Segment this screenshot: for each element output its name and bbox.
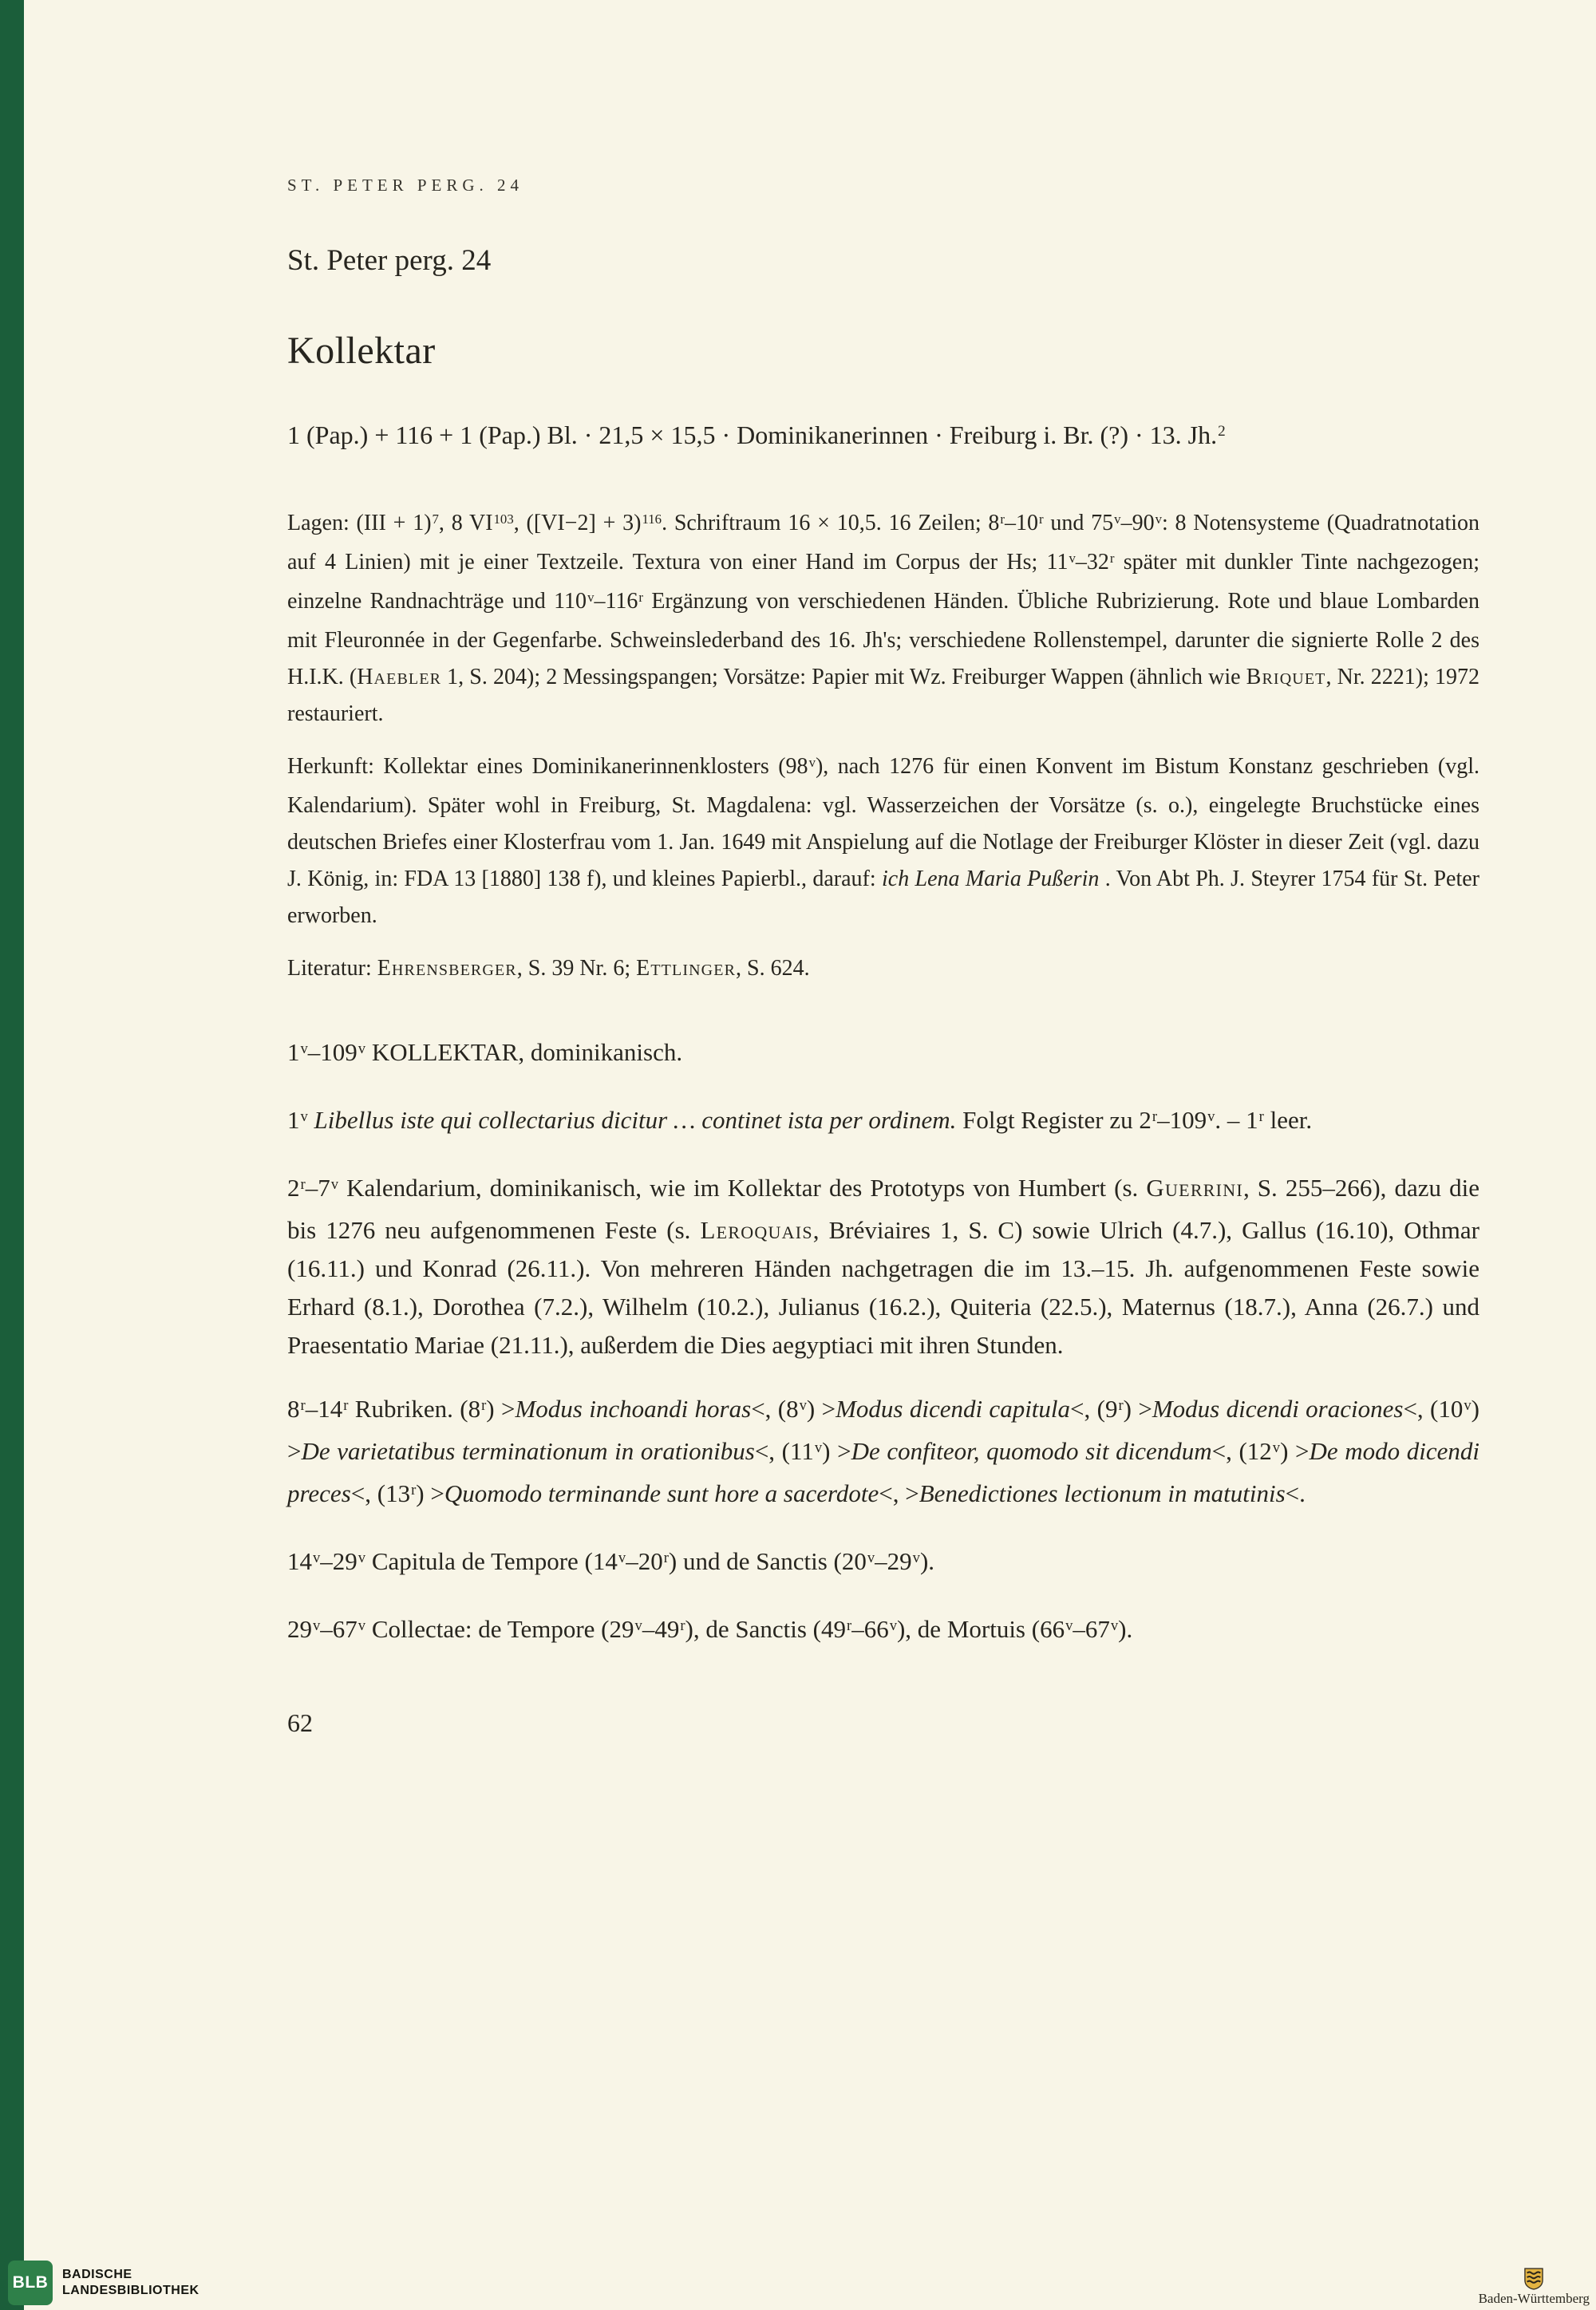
text-segment: Haebler xyxy=(357,665,442,689)
text-segment: De varietatibus terminationum in orationibus xyxy=(301,1437,755,1465)
text-segment: –67 xyxy=(1073,1615,1110,1643)
text-segment: Modus dicendi capitula xyxy=(836,1395,1071,1423)
text-segment: <, (9 xyxy=(1070,1395,1118,1423)
text-segment: ), de Mortuis (66 xyxy=(896,1615,1065,1643)
text-segment: v xyxy=(912,1549,920,1566)
paragraph-literatur xyxy=(287,950,1479,987)
blb-library-name xyxy=(62,2267,200,2299)
text-segment: <, (13 xyxy=(350,1479,411,1507)
text-segment: <, (10 xyxy=(1403,1395,1464,1423)
text-segment: Briquet xyxy=(1246,665,1326,689)
paragraph-kollektar-section xyxy=(287,1033,1479,1076)
text-segment: Ergänzung von verschiedenen Händen. Übliche Rubrizierung. Rote und blaue Lombarden mit Fleuronnée in der Gegenfarbe. Schweinslederband des 16. Jh's; verschiedene Rollenstempel, darunter die signierte Rolle 2 des H.I.K. ( xyxy=(287,589,1479,689)
text-segment: Collectae: de Tempore (29 xyxy=(365,1615,634,1643)
text-segment: 1 xyxy=(287,1038,300,1066)
text-segment: De confiteor, quomodo sit dicendum xyxy=(851,1437,1212,1465)
text-segment: ), nach 1276 für einen Konvent im Bistum Konstanz geschrieben (vgl. Kalendarium). Später wohl in Freiburg, St. Magdalena: vgl. Wasserzeichen der Vorsätze (s. o.), eingelegte Bruchstücke eines deutschen Briefes einer Klosterfrau vom 1. Jan. 1649 mit Anspielung auf die Notlage der Freiburger Klöster in dieser Zeit (vgl. dazu J. König, in: FDA 13 [1880] 138 f), und kleines Papierbl., darauf: xyxy=(287,754,1480,891)
text-segment: ) und de Sanctis (20 xyxy=(668,1547,867,1575)
text-segment: v xyxy=(1114,511,1121,527)
text-segment: Guerrini xyxy=(1146,1174,1243,1202)
text-segment: Herkunft: Kollektar eines Dominikanerinnenklosters (98 xyxy=(287,754,808,779)
text-segment: 103 xyxy=(493,511,514,527)
text-segment: <, (11 xyxy=(754,1437,814,1465)
text-segment: KOLLEKTAR, dominikanisch. xyxy=(365,1038,683,1066)
text-segment: ). xyxy=(1118,1615,1133,1643)
text-segment: Modus dicendi oraciones xyxy=(1152,1395,1404,1423)
text-segment: <, (12 xyxy=(1211,1437,1272,1465)
text-segment: v xyxy=(867,1549,875,1566)
text-segment: 8 xyxy=(287,1395,300,1423)
text-segment: leer. xyxy=(1263,1106,1313,1134)
text-segment: Libellus iste qui collectarius dicitur … continet ista per ordinem. xyxy=(314,1106,957,1134)
text-segment: De modo dicendi preces xyxy=(287,1437,1480,1507)
paragraph-herkunft xyxy=(287,748,1479,934)
text-segment: ) > xyxy=(1123,1395,1152,1423)
text-segment: –32 xyxy=(1075,550,1109,575)
text-segment: r xyxy=(300,1396,306,1414)
text-segment: <, > xyxy=(879,1479,919,1507)
text-segment: v xyxy=(634,1617,642,1634)
text-segment: r xyxy=(1000,511,1005,527)
text-segment: ). xyxy=(919,1547,935,1575)
text-segment: –109 xyxy=(1157,1106,1207,1134)
text-segment: –90 xyxy=(1120,511,1155,535)
running-head: ST. PETER PERG. 24 xyxy=(287,176,524,195)
text-segment: r xyxy=(638,589,644,605)
paragraph-collectae xyxy=(287,1610,1479,1653)
text-segment: r xyxy=(481,1396,487,1414)
text-segment: r xyxy=(680,1617,685,1634)
text-segment: –7 xyxy=(305,1174,330,1202)
text-segment: –10 xyxy=(1005,511,1038,535)
text-segment: r xyxy=(1118,1396,1124,1414)
text-segment: –20 xyxy=(626,1547,663,1575)
baden-wuerttemberg-mark xyxy=(1479,2268,1590,2307)
blb-logo-abbr: BLB xyxy=(12,2273,49,2292)
text-segment: –66 xyxy=(851,1615,889,1643)
text-segment: r xyxy=(846,1617,852,1634)
text-segment xyxy=(308,1106,314,1134)
text-segment: , Nr. 2221); 1972 restauriert. xyxy=(287,665,1479,726)
paragraph-rubriken xyxy=(287,1390,1479,1517)
text-segment: , ([VI−2] + 3) xyxy=(513,511,642,535)
text-segment: Ehrensberger xyxy=(377,956,517,981)
text-segment: Modus inchoandi horas xyxy=(515,1395,752,1423)
text-segment: v xyxy=(330,1175,338,1193)
text-segment: , 8 VI xyxy=(438,511,493,535)
text-segment: r xyxy=(343,1396,349,1414)
text-segment: v xyxy=(1207,1108,1215,1125)
text-segment: . Von Abt Ph. J. Steyrer 1754 für St. Peter erworben. xyxy=(287,867,1480,928)
catalog-page-content xyxy=(287,0,1479,1738)
text-segment: v xyxy=(1272,1439,1281,1456)
blb-library-logo xyxy=(8,2261,200,2305)
text-segment: v xyxy=(1110,1617,1119,1634)
text-segment: –109 xyxy=(307,1038,358,1066)
text-segment: , S. 624. xyxy=(736,956,810,981)
text-segment: v xyxy=(300,1040,308,1057)
text-segment: 2 xyxy=(1218,423,1226,440)
text-segment: Ettlinger xyxy=(636,956,737,981)
text-segment: 116 xyxy=(642,511,662,527)
text-segment: –14 xyxy=(305,1395,343,1423)
text-segment: Leroquais xyxy=(700,1216,813,1244)
text-segment: Quomodo terminande sunt hore a sacerdote xyxy=(444,1479,879,1507)
text-segment: v xyxy=(358,1040,366,1057)
text-segment: 29 xyxy=(287,1615,312,1643)
text-segment: v xyxy=(313,1549,321,1566)
text-segment: v xyxy=(1155,511,1162,527)
text-segment: Lagen: (III + 1) xyxy=(287,511,432,535)
text-segment: –29 xyxy=(875,1547,912,1575)
text-segment: 1 xyxy=(287,1106,300,1134)
manuscript-title: Kollektar xyxy=(287,330,436,372)
text-segment: Folgt Register zu 2 xyxy=(956,1106,1152,1134)
text-segment: v xyxy=(808,754,816,770)
text-segment: ich Lena Maria Pußerin xyxy=(881,867,1100,891)
left-edge-stripe xyxy=(0,0,24,2310)
text-segment: Rubriken. (8 xyxy=(348,1395,481,1423)
text-segment: 1, S. 204); 2 Messingspangen; Vorsätze: Papier mit Wz. Freiburger Wappen (ähnlich wie xyxy=(441,665,1246,689)
paragraph-physical-description xyxy=(287,416,1479,459)
text-segment: v xyxy=(313,1617,321,1634)
text-segment: . Schriftraum 16 × 10,5. 16 Zeilen; 8 xyxy=(662,511,1000,535)
text-segment: ) > xyxy=(806,1395,836,1423)
text-segment: Literatur: xyxy=(287,956,377,981)
text-segment: ) > xyxy=(486,1395,516,1423)
text-segment: 1 (Pap.) + 116 + 1 (Pap.) Bl. · 21,5 × 15,5 · Dominikanerinnen · Freiburg i. Br. (?) · 13. Jh. xyxy=(287,421,1218,449)
text-segment: . – 1 xyxy=(1215,1106,1258,1134)
text-segment: <. xyxy=(1285,1479,1306,1507)
text-segment: r xyxy=(1152,1108,1158,1125)
text-segment: r xyxy=(300,1175,306,1193)
text-segment: ) > xyxy=(416,1479,444,1507)
text-segment: –49 xyxy=(642,1615,680,1643)
paragraph-lagen xyxy=(287,505,1479,732)
text-segment: v xyxy=(300,1108,308,1125)
text-segment: v xyxy=(358,1549,366,1566)
text-segment: v xyxy=(799,1396,807,1414)
text-segment: und 75 xyxy=(1043,511,1114,535)
text-segment: ), de Sanctis (49 xyxy=(685,1615,846,1643)
paragraph-register xyxy=(287,1101,1479,1143)
text-segment: –67 xyxy=(320,1615,358,1643)
text-segment: –29 xyxy=(320,1547,358,1575)
text-segment: Capitula de Tempore (14 xyxy=(365,1547,618,1575)
text-segment: v xyxy=(618,1549,626,1566)
text-segment: Benedictiones lectionum in matutinis xyxy=(918,1479,1286,1507)
paragraph-kalendarium xyxy=(287,1169,1479,1364)
text-segment: , S. 255–266), dazu die bis 1276 neu aufgenommenen Feste (s. xyxy=(287,1174,1479,1244)
text-segment: 2 xyxy=(287,1174,300,1202)
bw-coat-of-arms-icon xyxy=(1524,2268,1543,2290)
text-segment: später mit dunkler Tinte nachgezogen; einzelne Randnachträge und 110 xyxy=(287,550,1479,614)
text-segment: r xyxy=(1109,550,1115,566)
text-segment: , Bréviaires 1, S. C) sowie Ulrich (4.7.), Gallus (16.10), Othmar (16.11.) und Konrad (26.11.). Von mehreren Händen nachgetragen die im 13.–15. Jh. aufgenommenen Feste sowie Erhard (8.1.), Dorothea (7.2.), Wilhelm (10.2.), Julianus (16.2.), Quiteria (22.5.), Maternus (18.7.), Anna (26.7.) und Praesentatio Mariae (21.11.), außerdem die Dies aegyptiaci mit ihren Stunden. xyxy=(287,1216,1479,1359)
paragraph-capitula xyxy=(287,1542,1479,1585)
text-segment: r xyxy=(663,1549,669,1566)
text-segment: v xyxy=(1464,1396,1472,1414)
text-segment: r xyxy=(411,1481,417,1499)
text-segment: ) > xyxy=(822,1437,851,1465)
text-segment: <, (8 xyxy=(751,1395,799,1423)
baden-wuerttemberg-label: Baden-Württemberg xyxy=(1478,2291,1590,2306)
blb-name-line2: LANDESBIBLIOTHEK xyxy=(62,2284,200,2297)
text-segment: –116 xyxy=(594,589,638,614)
text-segment: v xyxy=(814,1439,823,1456)
text-segment: 14 xyxy=(287,1547,312,1575)
text-segment: : 8 Notensysteme (Quadratnotation auf 4 Linien) mit je einer Textzeile. Textura von einer Hand im Corpus der Hs; 11 xyxy=(287,511,1479,575)
text-segment: Kalendarium, dominikanisch, wie im Kollektar des Prototyps von Humbert (s. xyxy=(338,1174,1147,1202)
text-segment: v xyxy=(889,1617,897,1634)
page-number: 62 xyxy=(287,1708,313,1737)
shelfmark-heading: St. Peter perg. 24 xyxy=(287,244,492,277)
blb-name-line1: BADISCHE xyxy=(62,2268,132,2281)
text-segment: v xyxy=(1065,1617,1073,1634)
text-segment: v xyxy=(1069,550,1076,566)
text-segment: r xyxy=(1039,511,1044,527)
text-segment: r xyxy=(1258,1108,1264,1125)
text-segment: v xyxy=(358,1617,366,1634)
text-segment: v xyxy=(587,589,595,605)
text-segment: , S. 39 Nr. 6; xyxy=(516,956,637,981)
text-segment: 7 xyxy=(432,511,439,527)
text-segment: ) > xyxy=(1280,1437,1310,1465)
text-segment: ) > xyxy=(287,1395,1479,1465)
blb-logo-icon xyxy=(8,2261,53,2305)
